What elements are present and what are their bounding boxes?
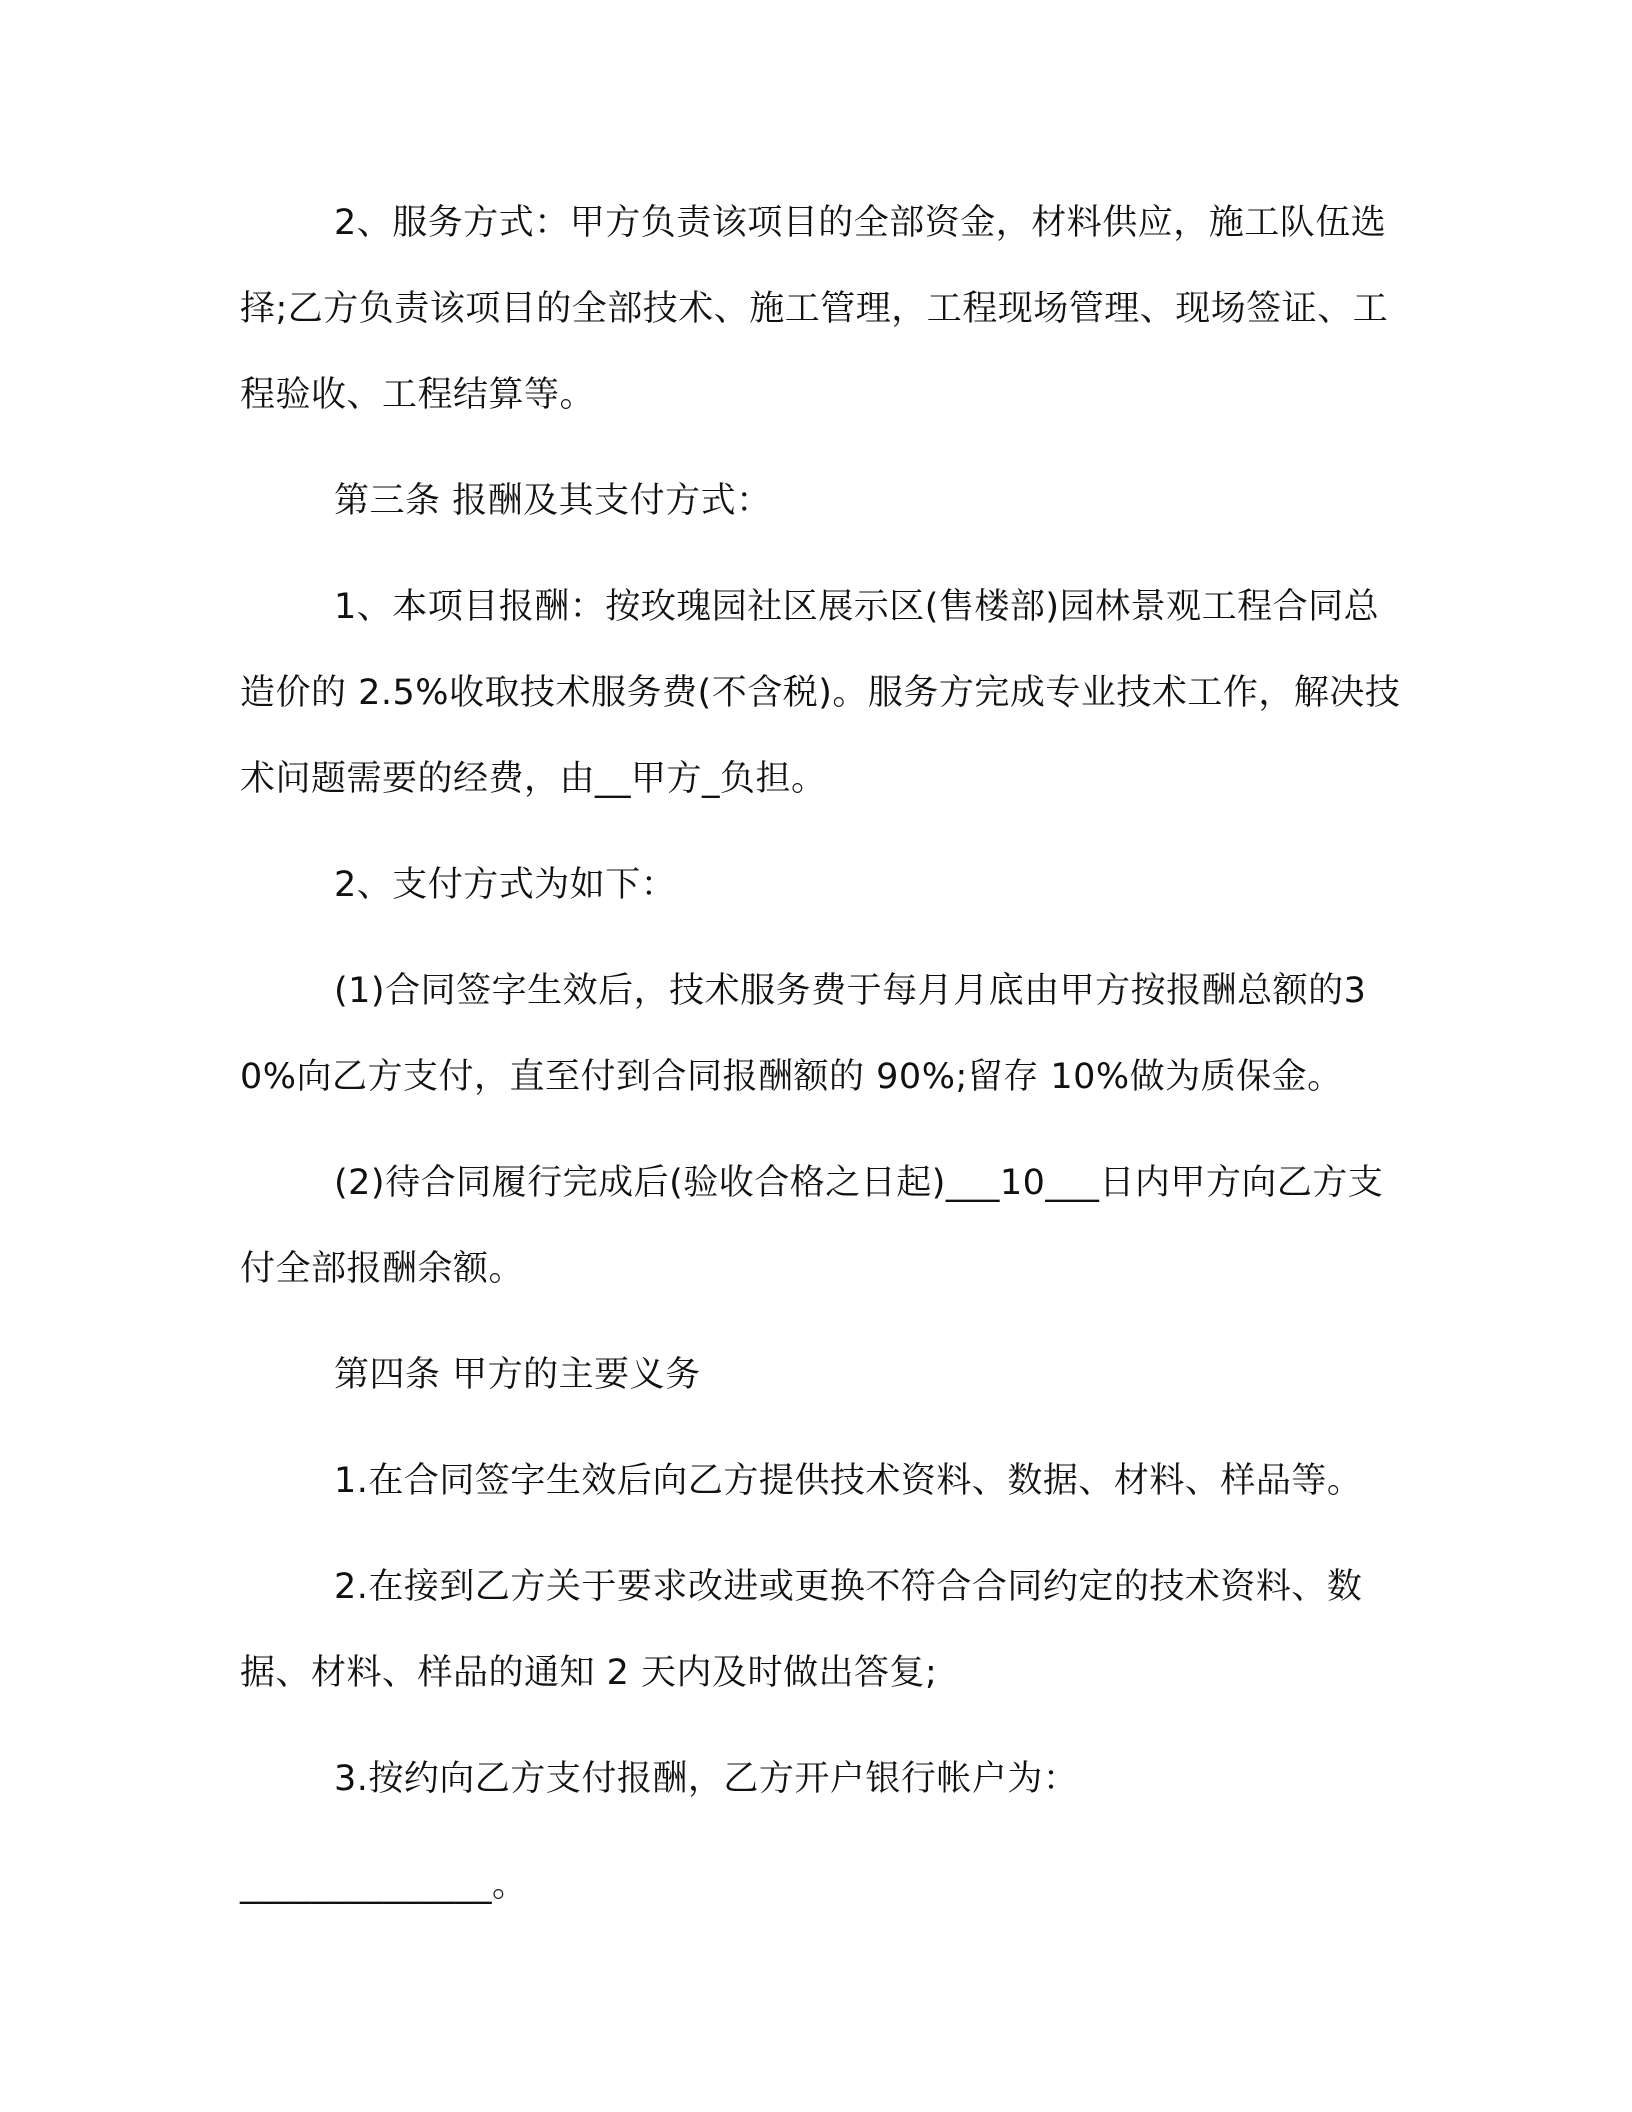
paragraph-payment-method: 2、支付方式为如下： xyxy=(334,865,677,905)
paragraph-service-method: 2、服务方式：甲方负责该项目的全部资金，材料供应，施工队伍选择;乙方负责该项目的全部技术、施工管理，工程现场管理、现场签证、工程验收、工程结算等。 xyxy=(240,203,1389,415)
paragraph-obligation-3: 3.按约向乙方支付报酬，乙方开户银行帐户为： xyxy=(334,1759,1079,1799)
paragraph-obligation-2: 2.在接到乙方关于要求改进或更换不符合合同约定的技术资料、数据、材料、样品的通知 2 天内及时做出答复; xyxy=(240,1567,1363,1693)
bank-account-blank: ______________。 xyxy=(240,1865,528,1905)
paragraph-payment-item-2: (2)待合同履行完成后(验收合格之日起)___10___日内甲方向乙方支付全部报酬余额。 xyxy=(240,1163,1384,1289)
paragraph-obligation-1: 1.在合同签字生效后向乙方提供技术资料、数据、材料、样品等。 xyxy=(334,1461,1363,1501)
paragraph-remuneration: 1、本项目报酬：按玫瑰园社区展示区(售楼部)园林景观工程合同总造价的 2.5%收取技术服务费(不含税)。服务方完成专业技术工作，解决技术问题需要的经费，由__甲方_负担。 xyxy=(240,587,1401,799)
heading-article-3: 第三条 报酬及其支付方式： xyxy=(334,481,772,521)
heading-article-4: 第四条 甲方的主要义务 xyxy=(334,1355,701,1395)
paragraph-payment-item-1: (1)合同签字生效后，技术服务费于每月月底由甲方按报酬总额的30%向乙方支付，直至付到合同报酬额的 90%;留存 10%做为质保金。 xyxy=(240,971,1367,1097)
document-body xyxy=(240,180,1410,1948)
